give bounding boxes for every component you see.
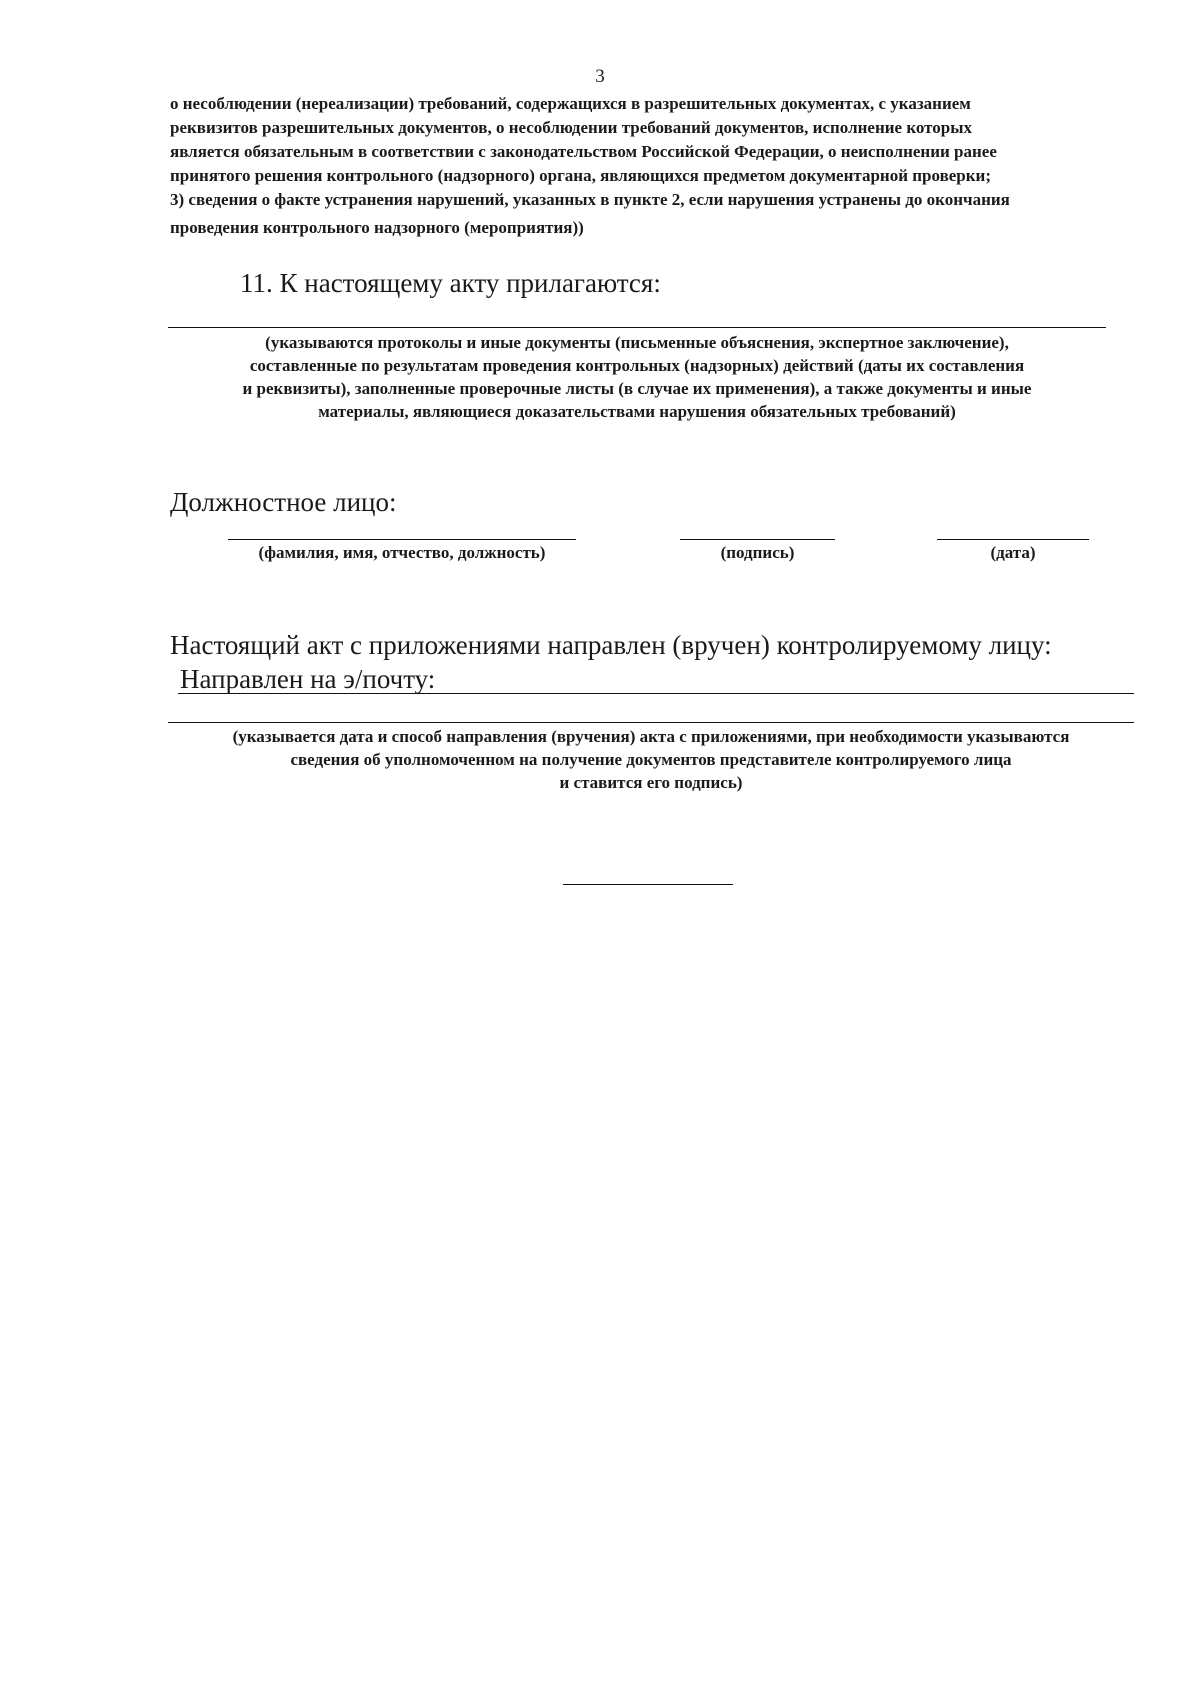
name-signature-line <box>228 539 576 540</box>
intro-line: принятого решения контрольного (надзорного) органа, являющихся предметом документарной проверки; <box>170 166 992 185</box>
intro-line: является обязательным в соответствии с законодательством Российской Федерации, о неисполнении ранее <box>170 142 997 161</box>
attachments-caption <box>168 331 1106 423</box>
caption-line: материалы, являющиеся доказательствами нарушения обязательных требований) <box>318 402 956 421</box>
caption-line: (указываются протоколы и иные документы (письменные объяснения, экспертное заключение), <box>265 333 1009 352</box>
official-label: Должностное лицо: <box>170 487 397 517</box>
date-caption: (дата) <box>990 543 1036 562</box>
caption-line: (указывается дата и способ направления (вручения) акта с приложениями, при необходимости указываются <box>232 727 1070 746</box>
delivery-caption-rule <box>168 722 1134 723</box>
caption-line: и реквизиты), заполненные проверочные листы (в случае их применения), а также документы и иные <box>242 379 1032 398</box>
intro-paragraph <box>170 92 1115 240</box>
delivery-line-2: Направлен на э/почту: <box>180 664 436 694</box>
date-line <box>937 539 1089 540</box>
delivery-statement <box>170 628 1052 696</box>
intro-line: 3) сведения о факте устранения нарушений, указанных в пункте 2, если нарушения устранены до окончания <box>170 190 1010 209</box>
page-number: 3 <box>595 66 605 87</box>
intro-line: проведения контрольного надзорного (мероприятия)) <box>170 218 584 237</box>
attachments-heading: 11. К настоящему акту прилагаются: <box>240 268 661 298</box>
caption-line: составленные по результатам проведения контрольных (надзорных) действий (даты их составления <box>249 356 1025 375</box>
end-rule <box>563 884 733 885</box>
signature-line <box>680 539 835 540</box>
intro-line: реквизитов разрешительных документов, о несоблюдении требований документов, исполнение которых <box>170 118 973 137</box>
attachments-rule <box>168 327 1106 328</box>
delivery-fill-line <box>178 693 1134 694</box>
caption-line: и ставится его подпись) <box>559 773 743 792</box>
caption-line: сведения об уполномоченном на получение документов представителе контролируемого лица <box>290 750 1012 769</box>
delivery-line-1: Настоящий акт с приложениями направлен (вручен) контролируемому лицу: <box>170 630 1052 660</box>
intro-line: о несоблюдении (нереализации) требований, содержащихся в разрешительных документах, с указанием <box>170 94 971 113</box>
signature-caption: (подпись) <box>720 543 795 562</box>
delivery-caption <box>168 725 1134 794</box>
name-caption: (фамилия, имя, отчество, должность) <box>258 543 546 562</box>
